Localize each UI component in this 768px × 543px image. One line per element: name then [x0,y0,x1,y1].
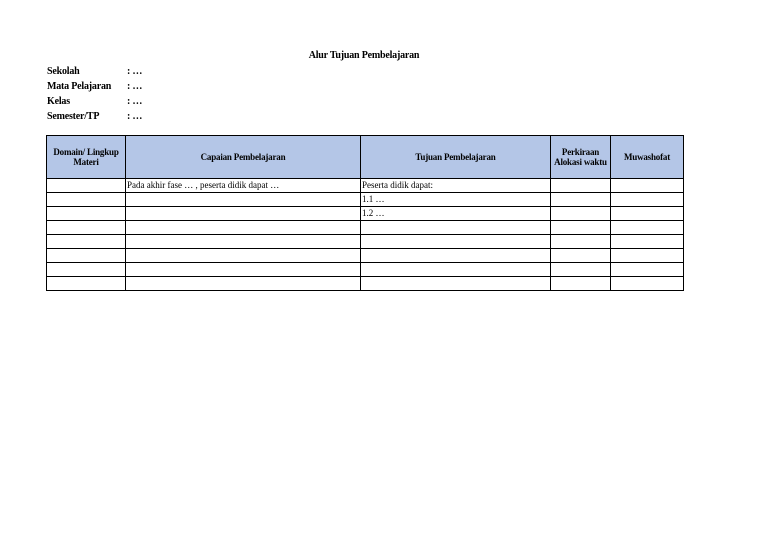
cell-tujuan[interactable]: 1.2 … [361,207,551,221]
table-row [47,263,684,277]
document-metadata [47,64,142,124]
cell-capaian[interactable] [126,235,361,249]
cell-domain[interactable] [47,179,126,193]
cell-domain[interactable] [47,207,126,221]
meta-value: : … [127,66,143,77]
cell-alokasi[interactable] [551,179,611,193]
meta-label: Kelas [47,96,70,107]
cell-capaian[interactable] [126,221,361,235]
cell-domain[interactable] [47,235,126,249]
table-header-row [47,136,684,179]
header-tujuan-pembelajaran: Tujuan Pembelajaran [361,136,551,179]
meta-value: : … [127,81,143,92]
table-row [47,193,684,207]
table-row [47,221,684,235]
learning-objectives-table [46,135,684,291]
cell-domain[interactable] [47,277,126,291]
cell-tujuan[interactable]: 1.1 … [361,193,551,207]
cell-alokasi[interactable] [551,193,611,207]
cell-tujuan[interactable] [361,235,551,249]
cell-capaian[interactable] [126,263,361,277]
cell-capaian[interactable] [126,207,361,221]
meta-row-semester-tp [47,109,142,124]
cell-alokasi[interactable] [551,249,611,263]
table-row [47,249,684,263]
header-muwashofat: Muwashofat [611,136,684,179]
meta-label: Semester/TP [47,111,100,122]
cell-tujuan[interactable] [361,277,551,291]
cell-muwashofat[interactable] [611,249,684,263]
meta-label: Mata Pelajaran [47,81,112,92]
cell-alokasi[interactable] [551,277,611,291]
table-row [47,207,684,221]
cell-muwashofat[interactable] [611,235,684,249]
cell-domain[interactable] [47,193,126,207]
cell-capaian[interactable] [126,249,361,263]
cell-domain[interactable] [47,249,126,263]
table-row [47,235,684,249]
cell-alokasi[interactable] [551,235,611,249]
cell-capaian[interactable] [126,193,361,207]
meta-row-sekolah [47,64,142,79]
cell-domain[interactable] [47,221,126,235]
table-row [47,277,684,291]
cell-tujuan[interactable] [361,263,551,277]
cell-alokasi[interactable] [551,207,611,221]
cell-domain[interactable] [47,263,126,277]
header-alokasi-waktu: Perkiraan Alokasi waktu [551,136,611,179]
cell-alokasi[interactable] [551,221,611,235]
cell-muwashofat[interactable] [611,179,684,193]
cell-capaian[interactable]: Pada akhir fase … , peserta didik dapat … [126,179,361,193]
document-title: Alur Tujuan Pembelajaran [308,50,420,61]
cell-alokasi[interactable] [551,263,611,277]
meta-label: Sekolah [47,66,80,77]
meta-row-mata-pelajaran [47,79,142,94]
header-capaian-pembelajaran: Capaian Pembelajaran [126,136,361,179]
meta-value: : … [127,111,143,122]
meta-value: : … [127,96,143,107]
cell-muwashofat[interactable] [611,193,684,207]
header-domain: Domain/ Lingkup Materi [47,136,126,179]
cell-tujuan[interactable] [361,221,551,235]
cell-tujuan[interactable] [361,249,551,263]
cell-capaian[interactable] [126,277,361,291]
cell-tujuan[interactable]: Peserta didik dapat: [361,179,551,193]
cell-muwashofat[interactable] [611,263,684,277]
cell-muwashofat[interactable] [611,207,684,221]
table-row [47,179,684,193]
meta-row-kelas [47,94,142,109]
cell-muwashofat[interactable] [611,221,684,235]
cell-muwashofat[interactable] [611,277,684,291]
